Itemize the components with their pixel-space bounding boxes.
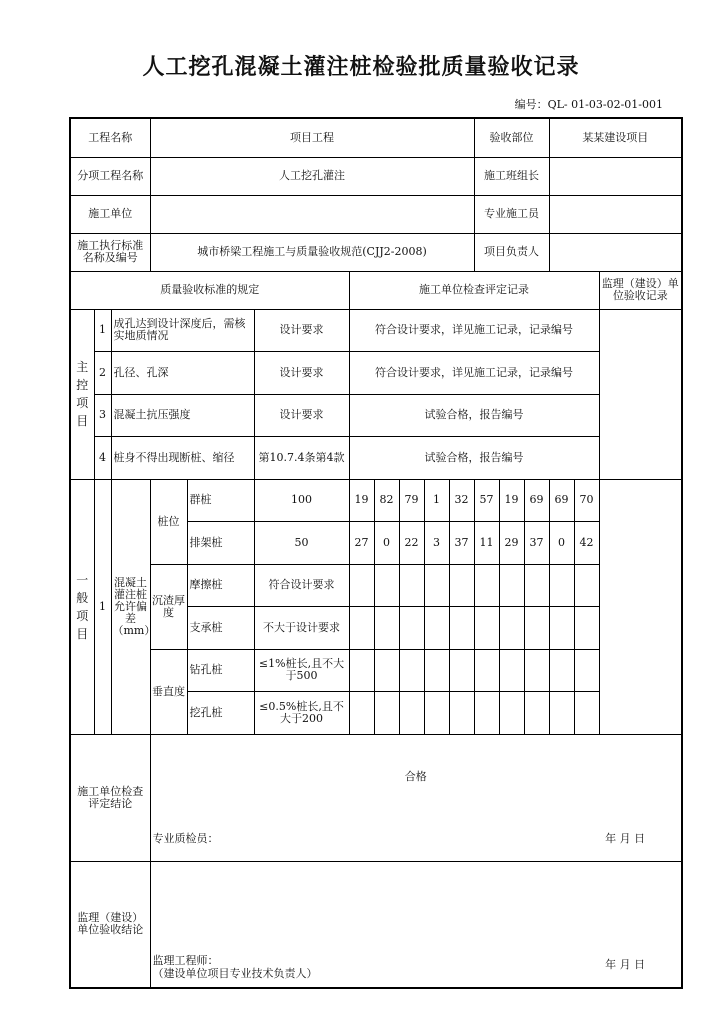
main-item-record: 试验合格，报告编号	[349, 436, 599, 479]
measure-cell	[499, 606, 524, 649]
measure-cell	[349, 606, 374, 649]
construction-conclusion-area	[150, 734, 682, 861]
general-sub-item: 挖孔桩	[187, 691, 254, 734]
measure-cell	[499, 649, 524, 691]
measure-cell	[549, 606, 574, 649]
pm-value	[549, 233, 682, 271]
supervision-conclusion-label: 监理（建设）单位验收结论	[70, 861, 150, 988]
measure-cell: 37	[524, 521, 549, 564]
measure-cell	[474, 649, 499, 691]
measure-cell	[549, 691, 574, 734]
group-vertical: 垂直度	[150, 649, 187, 734]
pm-label: 项目负责人	[474, 233, 549, 271]
measure-cell	[474, 606, 499, 649]
construction-date: 年 月 日	[605, 831, 646, 845]
measure-cell	[499, 564, 524, 606]
page-title: 人工挖孔混凝土灌注桩检验批质量验收记录	[142, 55, 580, 80]
measure-cell: 32	[449, 479, 474, 521]
main-item-no: 4	[94, 436, 111, 479]
measure-cell	[374, 606, 399, 649]
acceptance-dept-value: 某某建设项目	[549, 118, 682, 157]
measure-cell: 69	[549, 479, 574, 521]
general-req: 符合设计要求	[254, 564, 349, 606]
general-req: 50	[254, 521, 349, 564]
general-req: ≤1%桩长,且不大于500	[254, 649, 349, 691]
measure-cell: 1	[424, 479, 449, 521]
measure-cell: 82	[374, 479, 399, 521]
quality-inspector-label: 专业质检员：	[152, 831, 219, 845]
measure-cell: 0	[374, 521, 399, 564]
acceptance-form-table	[69, 117, 683, 989]
general-sub-item: 摩擦桩	[187, 564, 254, 606]
general-req: ≤0.5%桩长,且不大于200	[254, 691, 349, 734]
measure-cell: 70	[574, 479, 599, 521]
measure-cell: 57	[474, 479, 499, 521]
supervision-conclusion-area	[150, 861, 682, 988]
measure-cell	[424, 564, 449, 606]
group-sediment: 沉渣厚度	[150, 564, 187, 649]
measure-cell: 3	[424, 521, 449, 564]
measure-cell	[574, 691, 599, 734]
general-item-no: 1	[94, 479, 111, 734]
main-item-req: 设计要求	[254, 309, 349, 351]
supervision-date: 年 月 日	[605, 957, 646, 971]
sub-project-label: 分项工程名称	[70, 157, 150, 195]
measure-cell	[524, 691, 549, 734]
measure-cell	[449, 606, 474, 649]
measure-cell	[399, 564, 424, 606]
measure-cell	[399, 649, 424, 691]
measure-cell: 19	[349, 479, 374, 521]
main-item-no: 2	[94, 351, 111, 394]
measure-cell	[424, 691, 449, 734]
main-item-req: 设计要求	[254, 351, 349, 394]
measure-cell	[399, 606, 424, 649]
general-sub-item: 支承桩	[187, 606, 254, 649]
main-item-no: 3	[94, 394, 111, 436]
measure-cell	[574, 649, 599, 691]
acceptance-dept-label: 验收部位	[474, 118, 549, 157]
measure-cell: 29	[499, 521, 524, 564]
measure-cell	[374, 564, 399, 606]
measure-cell	[499, 691, 524, 734]
sub-project-value: 人工挖孔灌注	[150, 157, 474, 195]
measure-cell: 19	[499, 479, 524, 521]
measure-cell	[424, 606, 449, 649]
measure-cell	[574, 606, 599, 649]
check-record-column-header: 施工单位检查评定记录	[349, 271, 599, 309]
project-name-value: 项目工程	[150, 118, 474, 157]
general-sub-item: 群桩	[187, 479, 254, 521]
specialist-label: 专业施工员	[474, 195, 549, 233]
measure-cell	[549, 564, 574, 606]
main-item-name: 成孔达到设计深度后，需核实地质情况	[111, 309, 254, 351]
general-sub-item: 排架桩	[187, 521, 254, 564]
measure-cell	[399, 691, 424, 734]
general-sub-item: 钻孔桩	[187, 649, 254, 691]
main-item-name: 桩身不得出现断桩、缩径	[111, 436, 254, 479]
measure-cell	[474, 564, 499, 606]
measure-cell	[349, 564, 374, 606]
main-control-label: 主控项目	[70, 309, 94, 479]
supervision-engineer-note: （建设单位项目专业技术负责人）	[152, 966, 318, 980]
main-item-req: 设计要求	[254, 394, 349, 436]
measure-cell: 22	[399, 521, 424, 564]
measure-cell: 42	[574, 521, 599, 564]
measure-cell	[349, 649, 374, 691]
main-item-record: 符合设计要求，详见施工记录，记录编号	[349, 309, 599, 351]
measure-cell	[449, 564, 474, 606]
measure-cell: 27	[349, 521, 374, 564]
document-code: 编号：QL- 01-03-02-01-001	[514, 98, 663, 111]
measure-cell	[524, 606, 549, 649]
construction-result: 合格	[404, 769, 427, 783]
main-item-name: 混凝土抗压强度	[111, 394, 254, 436]
measure-cell	[374, 649, 399, 691]
standard-value: 城市桥梁工程施工与质量验收规范(CJJ2-2008)	[150, 233, 474, 271]
measure-cell	[449, 691, 474, 734]
construction-unit-value	[150, 195, 474, 233]
measure-cell	[374, 691, 399, 734]
main-item-req: 第10.7.4条第4款	[254, 436, 349, 479]
measure-cell	[574, 564, 599, 606]
main-item-no: 1	[94, 309, 111, 351]
main-item-name: 孔径、孔深	[111, 351, 254, 394]
standard-label: 施工执行标准名称及编号	[70, 233, 150, 271]
measure-cell: 37	[449, 521, 474, 564]
measure-cell: 0	[549, 521, 574, 564]
general-req: 100	[254, 479, 349, 521]
measure-cell: 69	[524, 479, 549, 521]
measure-cell: 11	[474, 521, 499, 564]
standard-column-header: 质量验收标准的规定	[70, 271, 349, 309]
measure-cell	[449, 649, 474, 691]
measure-cell	[474, 691, 499, 734]
team-leader-label: 施工班组长	[474, 157, 549, 195]
main-item-record: 符合设计要求，详见施工记录，记录编号	[349, 351, 599, 394]
specialist-value	[549, 195, 682, 233]
measure-cell	[524, 649, 549, 691]
construction-unit-label: 施工单位	[70, 195, 150, 233]
measure-cell	[549, 649, 574, 691]
measure-cell: 79	[399, 479, 424, 521]
measure-cell	[524, 564, 549, 606]
group-position: 桩位	[150, 479, 187, 564]
team-leader-value	[549, 157, 682, 195]
general-label: 一般项目	[70, 479, 94, 734]
main-supervision-record	[599, 309, 682, 479]
project-name-label: 工程名称	[70, 118, 150, 157]
supervision-column-header: 监理（建设）单位验收记录	[599, 271, 682, 309]
general-supervision-record	[599, 479, 682, 734]
main-item-record: 试验合格，报告编号	[349, 394, 599, 436]
supervision-engineer-label: 监理工程师：	[152, 953, 219, 967]
measure-cell	[424, 649, 449, 691]
general-req: 不大于设计要求	[254, 606, 349, 649]
measure-cell	[349, 691, 374, 734]
general-item-name: 混凝土灌注桩允许偏差（mm）	[111, 479, 150, 734]
construction-conclusion-label: 施工单位检查评定结论	[70, 734, 150, 861]
